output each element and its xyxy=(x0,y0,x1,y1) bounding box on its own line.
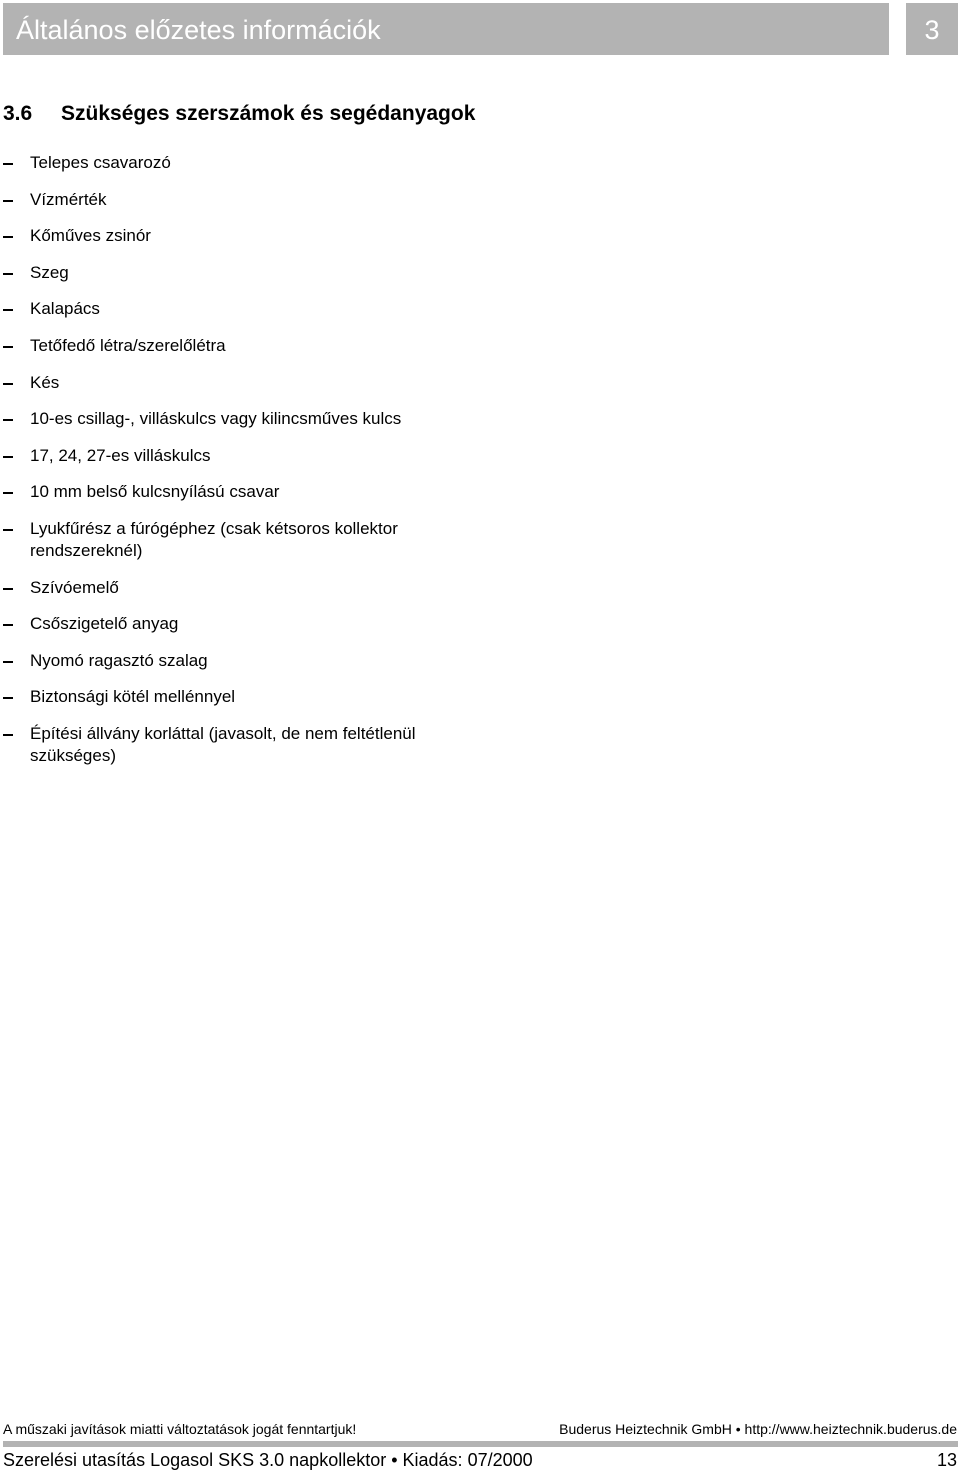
header-bar xyxy=(3,3,889,55)
section-number: 3.6 xyxy=(3,102,33,125)
footer-notice: A műszaki javítások miatti változtatások jogát fenntartjuk! xyxy=(3,1421,357,1437)
list-item: Telepes csavarozó xyxy=(3,152,503,174)
list-item: Kés xyxy=(3,372,503,394)
footer-company: Buderus Heiztechnik GmbH • http://www.heiztechnik.buderus.de xyxy=(559,1421,957,1437)
list-item: Szívóemelő xyxy=(3,577,503,599)
chapter-title: Általános előzetes információk xyxy=(16,15,381,45)
chapter-number: 3 xyxy=(924,15,940,45)
page-number: 13 xyxy=(936,1450,957,1470)
list-item: Biztonsági kötél mellénnyel xyxy=(3,686,503,708)
list-item: Szeg xyxy=(3,262,503,284)
chapter-number-box xyxy=(906,3,958,55)
section-heading xyxy=(3,101,475,127)
tool-list xyxy=(3,152,503,782)
list-item: Lyukfűrész a fúrógéphez (csak kétsoros kollektor rendszereknél) xyxy=(3,518,503,562)
footer-document-title: Szerelési utasítás Logasol SKS 3.0 napkollektor • Kiadás: 07/2000 xyxy=(3,1450,533,1470)
section-title: Szükséges szerszámok és segédanyagok xyxy=(61,102,476,125)
list-item: 17, 24, 27-es villáskulcs xyxy=(3,445,503,467)
list-item: 10 mm belső kulcsnyílású csavar xyxy=(3,481,503,503)
list-item: Nyomó ragasztó szalag xyxy=(3,650,503,672)
list-item: Tetőfedő létra/szerelőlétra xyxy=(3,335,503,357)
footer-divider xyxy=(3,1441,958,1447)
list-item: Építési állvány korláttal (javasolt, de nem feltétlenül szükséges) xyxy=(3,723,503,767)
list-item: Csőszigetelő anyag xyxy=(3,613,503,635)
list-item: Kalapács xyxy=(3,298,503,320)
list-item: Vízmérték xyxy=(3,189,503,211)
list-item: 10-es csillag-, villáskulcs vagy kilincsműves kulcs xyxy=(3,408,503,430)
list-item: Kőműves zsinór xyxy=(3,225,503,247)
